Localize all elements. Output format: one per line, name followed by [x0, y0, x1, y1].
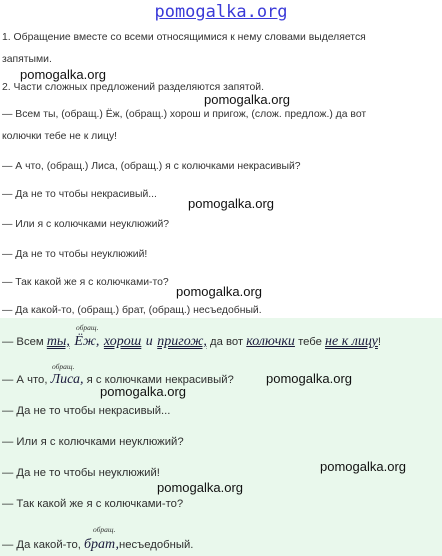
watermark: pomogalka.org	[176, 284, 262, 299]
sentence-7: — Да какой-то, (обращ.) брат, (обращ.) несъедобный.	[2, 305, 262, 316]
note-label: обращ.	[76, 323, 99, 332]
watermark: pomogalka.org	[204, 92, 290, 107]
watermark: pomogalka.org	[266, 371, 352, 386]
answer-sentence-3: — Да не то чтобы некрасивый...	[2, 405, 171, 417]
answer-sentence-4: — Или я с колючками неуклюжий?	[2, 436, 184, 448]
rule-1-line-2: запятыми.	[2, 54, 52, 65]
answer-sentence-7	[2, 535, 193, 553]
rule-1-line-1: 1. Обращение вместе со всеми относящимися к нему словами выделяется	[2, 32, 366, 43]
rule-2: 2. Части сложных предложений разделяются запятой.	[2, 82, 264, 93]
sentence-5: — Да не то чтобы неуклюжий!	[2, 249, 148, 260]
address-word: брат,	[84, 537, 120, 552]
text: — Всем	[2, 336, 47, 348]
predicate-word: хорош	[103, 334, 142, 349]
subject-word: ты,	[46, 334, 70, 349]
text: — Да какой-то,	[2, 539, 85, 551]
predicate-word: пригож,	[157, 334, 207, 349]
site-header-link[interactable]: pomogalka.org	[154, 2, 288, 22]
text: да вот	[206, 336, 247, 348]
note-label: обращ.	[52, 362, 75, 371]
text: — А что,	[2, 374, 51, 386]
answer-sentence-5: — Да не то чтобы неуклюжий!	[2, 467, 160, 479]
subject-word: колючки	[246, 334, 295, 349]
watermark: pomogalka.org	[100, 384, 186, 399]
text: несъедобный.	[119, 539, 194, 551]
predicate-word: не к лицу	[325, 334, 378, 349]
note-label: обращ.	[93, 525, 116, 534]
watermark: pomogalka.org	[157, 480, 243, 495]
sentence-4: — Или я с колючками неуклюжий?	[2, 219, 170, 230]
watermark: pomogalka.org	[320, 459, 406, 474]
watermark: pomogalka.org	[188, 196, 274, 211]
watermark: pomogalka.org	[20, 67, 106, 82]
address-word: Лиса,	[50, 372, 84, 387]
conjunction-word: и	[145, 334, 153, 349]
answer-sentence-6: — Так какой же я с колючками-то?	[2, 498, 184, 510]
text: я с колючками некрасивый?	[83, 374, 234, 386]
answer-sentence-1	[2, 332, 381, 350]
text: !	[377, 336, 382, 348]
text: тебе	[294, 336, 326, 348]
sentence-1-line-2: колючки тебе не к лицу!	[2, 131, 118, 142]
sentence-1-line-1: — Всем ты, (обращ.) Ёж, (обращ.) хорош и пригож, (слож. предлож.) да вот	[2, 109, 367, 120]
sentence-6: — Так какой же я с колючками-то?	[2, 277, 169, 288]
sentence-3: — Да не то чтобы некрасивый...	[2, 189, 157, 200]
address-word: Ёж,	[74, 334, 100, 349]
sentence-2: — А что, (обращ.) Лиса, (обращ.) я с колючками некрасивый?	[2, 161, 301, 172]
